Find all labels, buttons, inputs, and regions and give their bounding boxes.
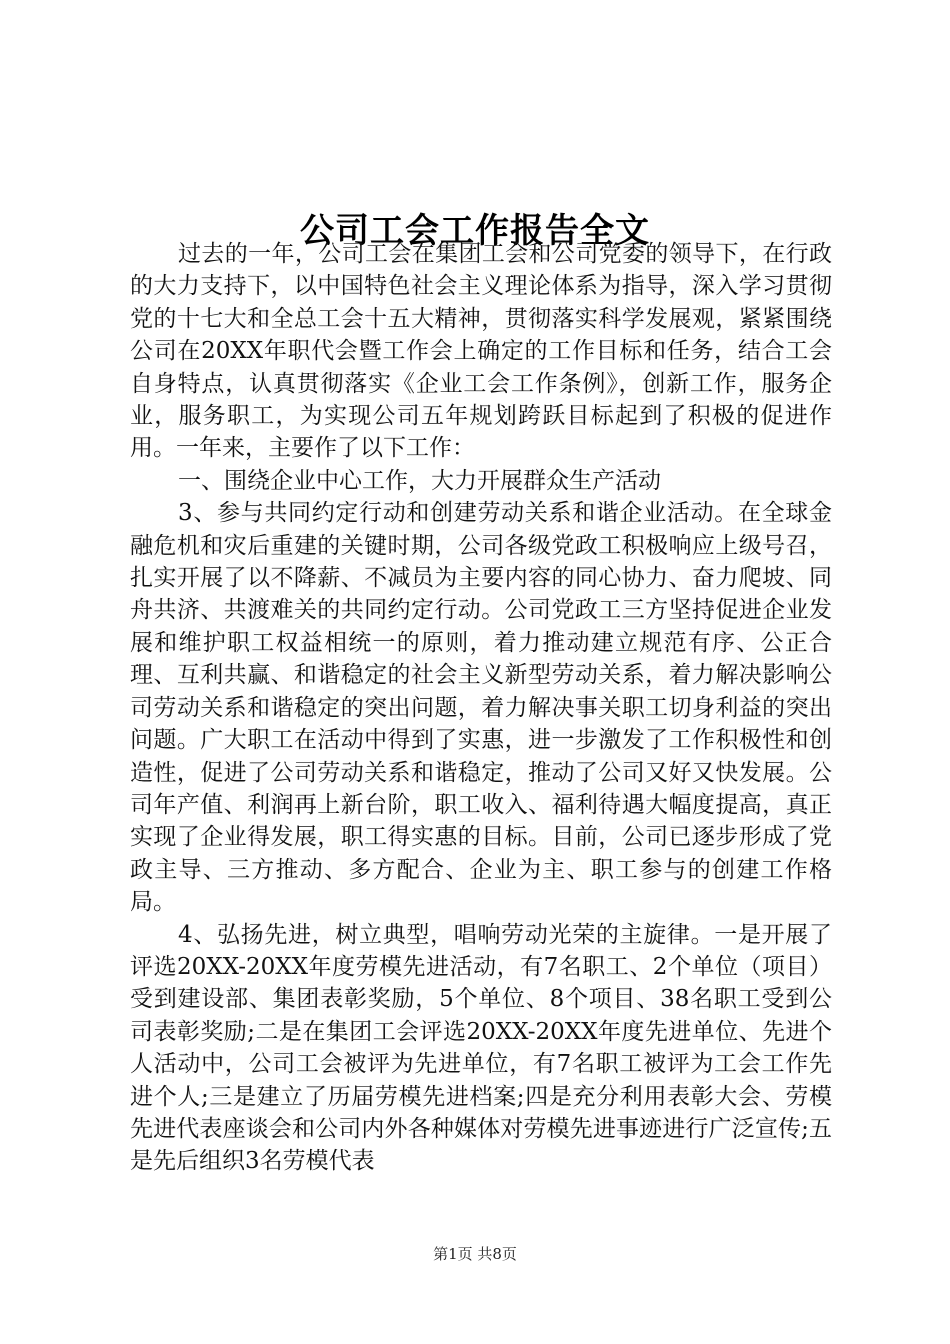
page-number-footer: 第1页 共8页: [433, 1245, 517, 1263]
paragraph-item-4: 4、弘扬先进，树立典型，唱响劳动光荣的主旋律。一是开展了评选20XX-20XX年度劳模先进活动，有7名职工、2个单位（项目）受到建设部、集团表彰奖励，5个单位、8个项目、38名职工受到公司表彰奖励;二是在集团工会评选20XX-20XX年度先进单位、先进个人活动中，公司工会被评为先进单位，有7名职工被评为工会工作先进个人;三是建立了历届劳模先进档案;四是充分利用表彰大会、劳模先进代表座谈会和公司内外各种媒体对劳模先进事迹进行广泛宣传;五是先后组织3名劳模代表: [130, 921, 832, 1175]
document-body: [130, 238, 832, 1178]
paragraph-intro: 过去的一年，公司工会在集团工会和公司党委的领导下，在行政的大力支持下，以中国特色社会主义理论体系为指导，深入学习贯彻党的十七大和全总工会十五大精神，贯彻落实科学发展观，紧紧围绕公司在20XX年职代会暨工作会上确定的工作目标和任务，结合工会自身特点，认真贯彻落实《企业工会工作条例》，创新工作，服务企业，服务职工，为实现公司五年规划跨跃目标起到了积极的促进作用。一年来，主要作了以下工作：: [130, 241, 832, 462]
paragraph-section-heading: 一、围绕企业中心工作，大力开展群众生产活动: [178, 467, 661, 494]
paragraph-item-3: 3、参与共同约定行动和创建劳动关系和谐企业活动。在全球金融危机和灾后重建的关键时期，公司各级党政工积极响应上级号召，扎实开展了以不降薪、不减员为主要内容的同心协力、奋力爬坡、同舟共济、共渡难关的共同约定行动。公司党政工三方坚持促进企业发展和维护职工权益相统一的原则，着力推动建立规范有序、公正合理、互利共赢、和谐稳定的社会主义新型劳动关系，着力解决影响公司劳动关系和谐稳定的突出问题，着力解决事关职工切身利益的突出问题。广大职工在活动中得到了实惠，进一步激发了工作积极性和创造性，促进了公司劳动关系和谐稳定，推动了公司又好又快发展。公司年产值、利润再上新台阶，职工收入、福利待遇大幅度提高，真正实现了企业得发展，职工得实惠的目标。目前，公司已逐步形成了党政主导、三方推动、多方配合、企业为主、职工参与的创建工作格局。: [130, 500, 832, 916]
document-title: 公司工会工作报告全文: [300, 210, 650, 251]
